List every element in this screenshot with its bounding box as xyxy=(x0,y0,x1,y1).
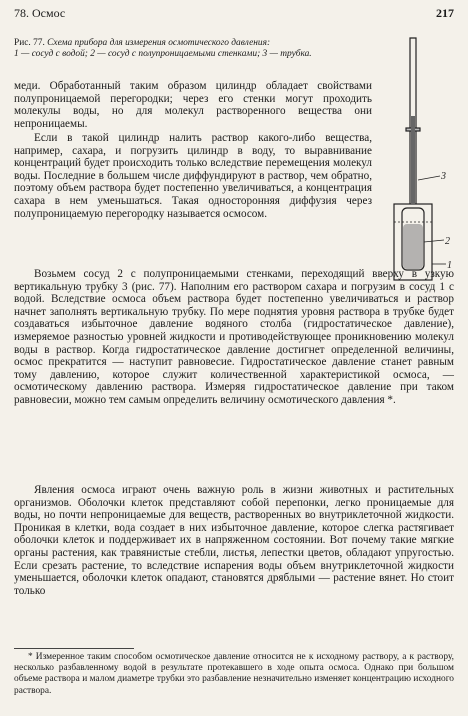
figure-legend: 1 — сосуд с водой; 2 — сосуд с полупроницаемыми стенками; 3 — трубка. xyxy=(14,49,312,59)
figure-label-2: 2 xyxy=(445,236,450,247)
footnote-divider xyxy=(14,648,134,649)
figure-title: Схема прибора для измерения осмотического давления: xyxy=(44,38,271,48)
osmometer-figure xyxy=(382,36,460,286)
paragraph-4: Явления осмоса играют очень важную роль в жизни животных и растительных организмов. Оболочки клеток представляют собой перепонки, легко проницаемые для воды, но почти непроницаемые для веществ, растворенных во внутриклеточной жидкости. Проникая в клетки, вода создает в них избыточное давление, которое слегка растягивает оболочки клеток и поддерживает их в напряженном состоянии. Вот почему такие мягкие органы растения, как травянистые стебли, листья, лепестки цветов, обладают упругостью. Если срезать растение, то вследствие испарения воды объем внутриклеточной жидкости уменьшается, оболочки клеток опадают, становятся дряблыми — растение вянет. Но стоит только xyxy=(14,484,454,597)
figure-label-3: 3 xyxy=(441,171,446,182)
page-number: 217 xyxy=(436,6,454,20)
figure-label-1: 1 xyxy=(447,260,452,271)
paragraph-1: меди. Обработанный таким образом цилиндр обладает свойствами полупроницаемой перегородки; через его стенки могут проходить молекулы воды, но для молекул растворенного вещества они непроницаемы. xyxy=(14,80,372,130)
paragraph-2: Если в такой цилиндр налить раствор какого-либо вещества, например, сахара, и погрузить цилиндр в воду, то выравнивание концентраций будет происходить только вследствие перемещения молекул воды. Последние в большем числе диффундируют в раствор, чем обратно, поэтому объем раствора будет постепенно увеличиваться, а концентрация сахара в нем уменьшаться. Такая односторонняя диффузия через полупроницаемую перегородку называется осмосом. xyxy=(14,132,372,220)
paragraph-3: Возьмем сосуд 2 с полупроницаемыми стенками, переходящий вверху в узкую вертикальную трубку 3 (рис. 77). Наполним его раствором сахара и погрузим в сосуд 1 с водой. Вследствие осмоса объем раствора будет постепенно увеличиваться и раствор начнет заполнять вертикальную трубку. По мере поднятия уровня раствора в трубке будет создаваться избыточное давление водяного столба (гидростатическое давление), измеряемое разностью уровней жидкости и противодействующее проникновению молекул воды в раствор. Когда гидростатическое давление достигнет определенной величины, осмос прекратится — наступит равновесие. Гидростатическое давление станет равным тому давлению, которое служит количественной характеристикой осмоса, — осмотическому давлению раствора. Измеряя гидростатическое давление при таком равновесии, можно тем самым определить величину осмотического давления *. xyxy=(14,268,454,406)
figure-label: Рис. 77. xyxy=(14,38,45,48)
figure-caption xyxy=(14,38,332,60)
footnote: * Измеренное таким способом осмотическое давление относится не к исходному раствору, а к раствору, несколько разбавленному водой в результате протекавшего в ходе опыта осмоса. Однако при большом объеме раствора и малом диаметре трубки это разбавление незначительно изменяет концентрацию исходного раствора. xyxy=(14,652,454,696)
section-title: 78. Осмос xyxy=(14,6,66,20)
running-header xyxy=(14,6,454,24)
